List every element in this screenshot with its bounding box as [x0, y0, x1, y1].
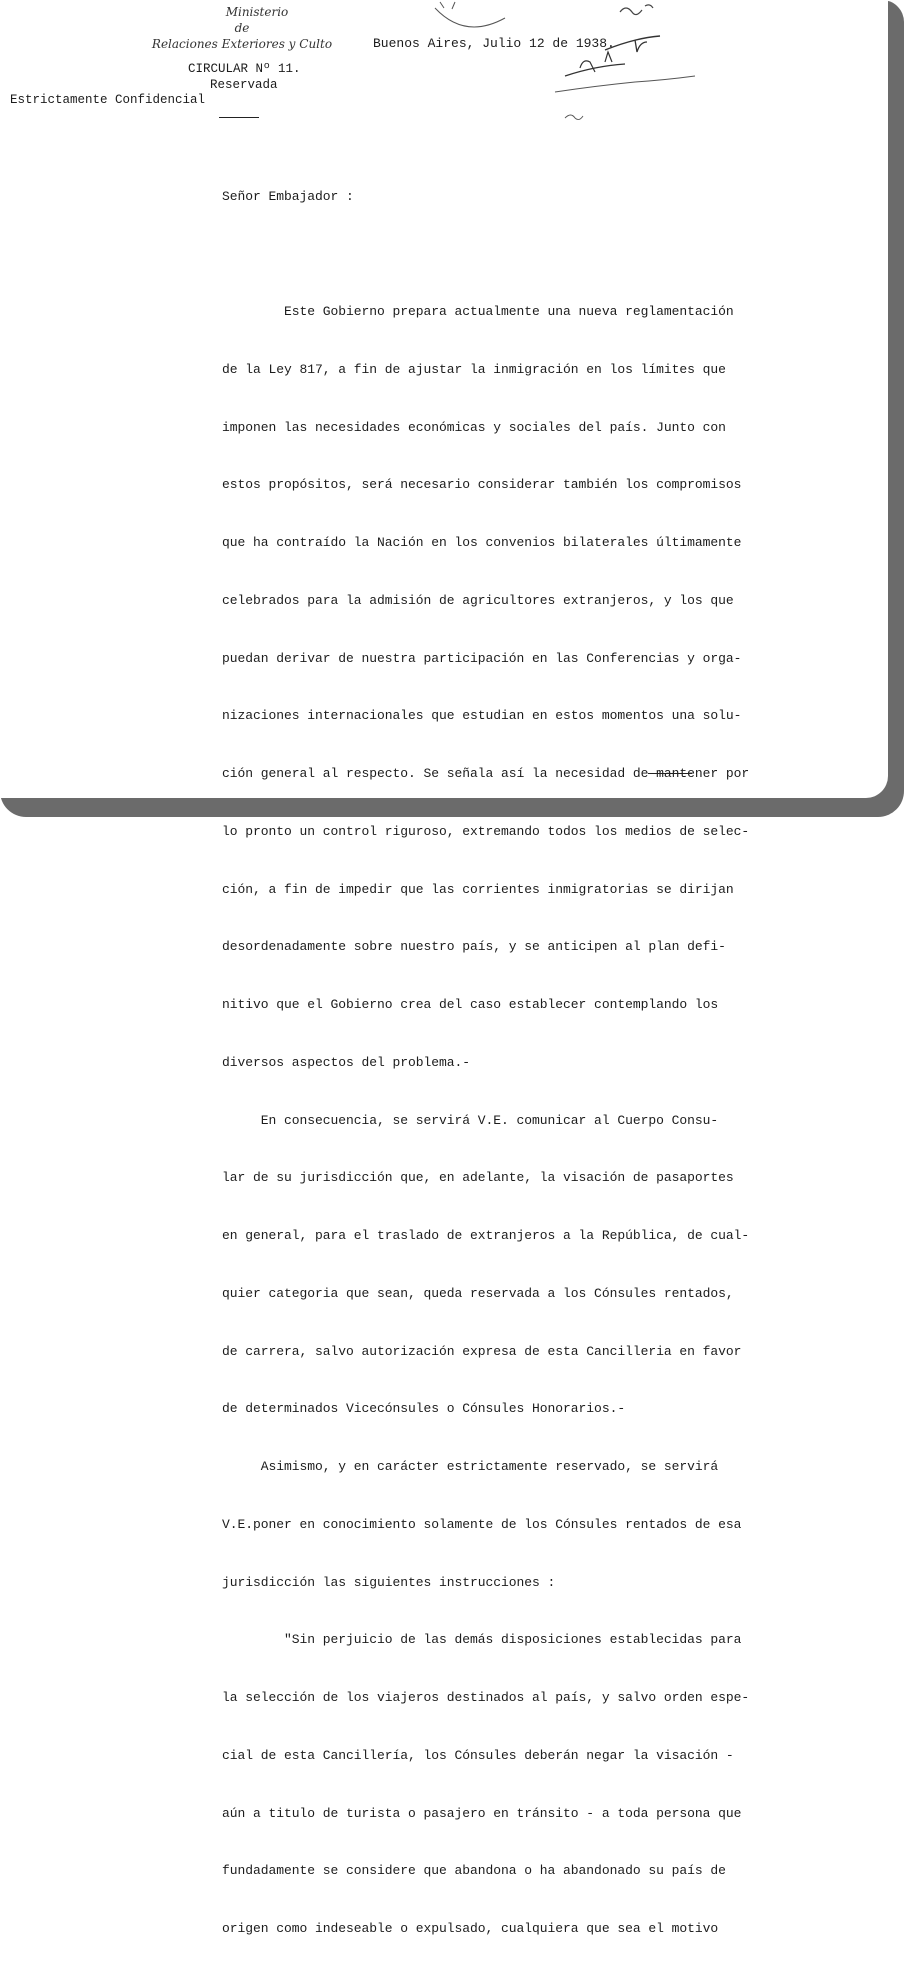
body-line: lar de su jurisdicción que, en adelante, la visación de pasaportes — [222, 1170, 734, 1186]
body-line: Este Gobierno prepara actualmente una nueva reglamentación — [222, 304, 734, 319]
body-line — [222, 244, 722, 263]
classification-confidencial: Estrictamente Confidencial — [10, 93, 206, 107]
body-line: estos propósitos, será necesario considerar también los compromisos — [222, 477, 742, 493]
body-line: Señor Embajador : — [222, 188, 354, 204]
letterhead-line: Ministerio — [225, 5, 289, 19]
body-line: nitivo que el Gobierno crea del caso establecer contemplando los — [222, 997, 719, 1012]
continuation-underline — [648, 773, 692, 774]
letterhead-line: de — [234, 21, 250, 35]
ministry-letterhead — [112, 4, 372, 52]
heading-underline — [219, 117, 259, 118]
body-line: de determinados Vicecónsules o Cónsules Honorarios.- — [222, 1401, 626, 1417]
document-date: Buenos Aires, Julio 12 de 1938. — [373, 36, 615, 51]
body-line: "Sin perjuicio de las demás disposiciones establecidas para — [222, 1632, 742, 1648]
body-line: en general, para el traslado de extranjeros a la República, de cual- — [222, 1228, 750, 1243]
classification-reservada: Reservada — [210, 77, 278, 92]
body-line: diversos aspectos del problema.- — [222, 1054, 471, 1070]
body-line: puedan derivar de nuestra participación en las Conferencias y orga- — [222, 650, 742, 666]
body-line: fundadamente se considere que abandona o ha abandonado su país de — [222, 1863, 726, 1879]
body-line: desordenadamente sobre nuestro país, y se anticipen al plan defi- — [222, 939, 726, 955]
body-line: cial de esta Cancillería, los Cónsules deberán negar la visación - — [222, 1747, 734, 1763]
letterhead-line: Relaciones Exteriores y Culto — [151, 37, 333, 51]
body-line: de carrera, salvo autorización expresa de esta Cancilleria en favor — [222, 1343, 742, 1359]
body-line: jurisdicción las siguientes instrucciones : — [222, 1574, 556, 1590]
body-line: lo pronto un control riguroso, extremando todos los medios de selec- — [222, 823, 750, 839]
body-line: origen como indeseable o expulsado, cualquiera que sea el motivo — [222, 1921, 719, 1936]
circular-number: CIRCULAR Nº 11. — [188, 62, 301, 76]
letter-body — [222, 148, 750, 1977]
body-line: aún a titulo de turista o pasajero en tránsito - a toda persona que — [222, 1805, 742, 1821]
body-line: quier categoria que sean, queda reservada a los Cónsules rentados, — [222, 1285, 734, 1301]
body-line: la selección de los viajeros destinados al país, y salvo orden espe- — [222, 1690, 750, 1705]
body-line: de la Ley 817, a fin de ajustar la inmigración en los límites que — [222, 361, 726, 377]
body-line: celebrados para la admisión de agricultores extranjeros, y los que — [222, 592, 734, 608]
handwritten-annotations — [535, 0, 735, 130]
body-line: imponen las necesidades económicas y sociales del país. Junto con — [222, 419, 726, 435]
circular-heading — [10, 62, 430, 109]
body-line: nizaciones internacionales que estudian en estos momentos una solu- — [222, 708, 742, 724]
body-line: V.E.poner en conocimiento solamente de los Cónsules rentados de esa — [222, 1516, 742, 1532]
body-line: En consecuencia, se servirá V.E. comunicar al Cuerpo Consu- — [222, 1112, 719, 1128]
body-line: que ha contraído la Nación en los convenios bilaterales últimamente — [222, 535, 742, 550]
body-line: ción general al respecto. Se señala así la necesidad de mantener por — [222, 766, 750, 781]
body-line: Asimismo, y en carácter estrictamente reservado, se servirá — [222, 1459, 719, 1474]
body-line: ción, a fin de impedir que las corrientes inmigratorias se dirijan — [222, 881, 734, 897]
